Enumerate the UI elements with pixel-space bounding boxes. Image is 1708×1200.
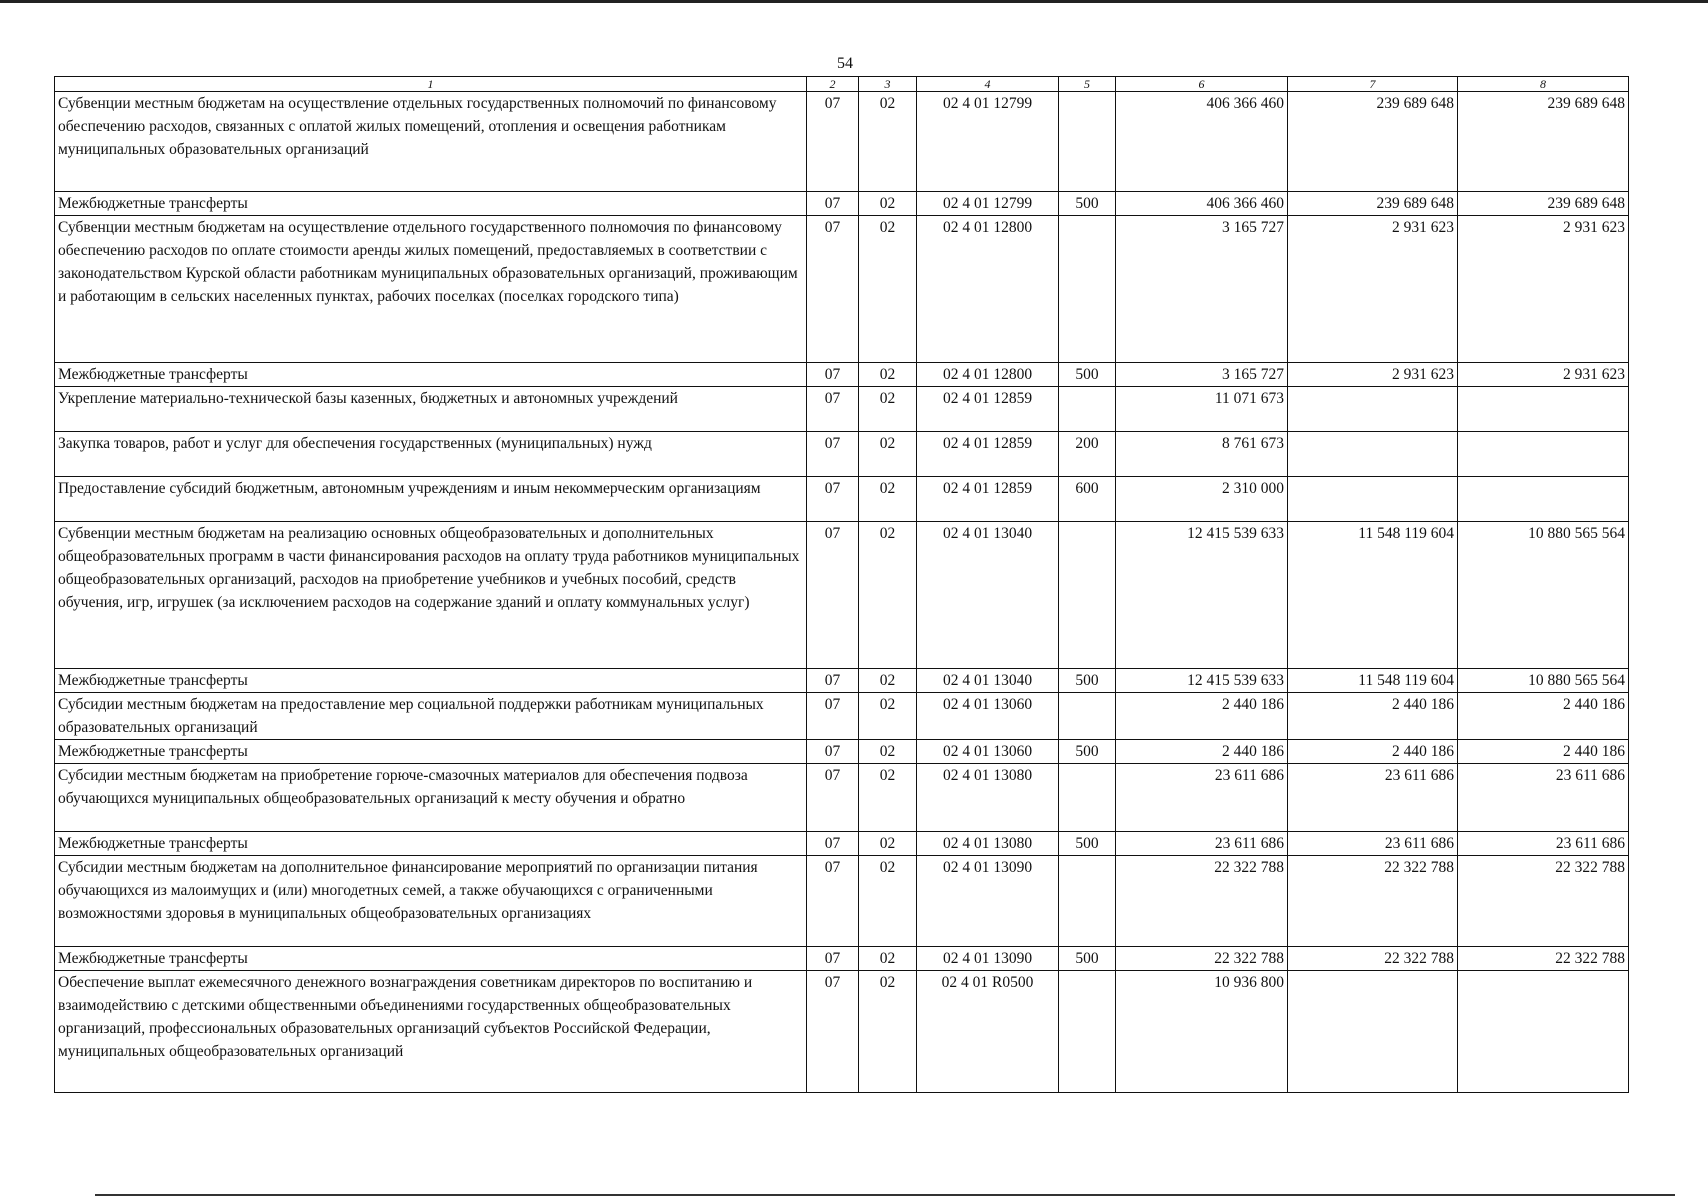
page-number: 54: [837, 55, 853, 72]
subsection-code-cell: 02: [859, 216, 917, 363]
amount-col7-cell: 23 611 686: [1288, 832, 1458, 856]
item-name-cell: Предоставление субсидий бюджетным, автономным учреждениям и иным некоммерческим организациям: [55, 477, 807, 522]
subsection-code-cell: 02: [859, 192, 917, 216]
amount-col7-cell: 239 689 648: [1288, 92, 1458, 192]
expense-type-cell: 500: [1059, 669, 1116, 693]
target-article-cell: 02 4 01 R0500: [917, 971, 1059, 1093]
section-code-cell: 07: [807, 522, 859, 669]
subsection-code-cell: 02: [859, 477, 917, 522]
table-row: [55, 669, 1629, 693]
expense-type-cell: [1059, 387, 1116, 432]
section-code-cell: 07: [807, 693, 859, 740]
amount-col7-cell: 22 322 788: [1288, 947, 1458, 971]
section-code-cell: 07: [807, 192, 859, 216]
amount-col8-cell: [1458, 432, 1629, 477]
amount-col8-cell: 239 689 648: [1458, 92, 1629, 192]
section-code-cell: 07: [807, 477, 859, 522]
section-code-cell: 07: [807, 387, 859, 432]
target-article-cell: 02 4 01 13040: [917, 669, 1059, 693]
amount-col6-cell: 11 071 673: [1116, 387, 1288, 432]
table-row: [55, 693, 1629, 740]
bottom-border-line: [95, 1194, 1675, 1196]
section-code-cell: 07: [807, 971, 859, 1093]
amount-col7-cell: [1288, 387, 1458, 432]
expense-type-cell: [1059, 971, 1116, 1093]
subsection-code-cell: 02: [859, 693, 917, 740]
subsection-code-cell: 02: [859, 856, 917, 947]
item-name-cell: Субвенции местным бюджетам на реализацию основных общеобразовательных и дополнительных общеобразовательных программ в части финансирования расходов на оплату труда работников муниципальных общеобразовательных организаций, расходов на приобретение учебников и учебных пособий, средств обучения, игр, игрушек (за исключением расходов на содержание зданий и оплату коммунальных услуг): [55, 522, 807, 669]
section-code-cell: 07: [807, 740, 859, 764]
amount-col6-cell: 2 440 186: [1116, 693, 1288, 740]
item-name-cell: Межбюджетные трансферты: [55, 740, 807, 764]
amount-col6-cell: 3 165 727: [1116, 216, 1288, 363]
target-article-cell: 02 4 01 12800: [917, 363, 1059, 387]
expense-type-cell: 600: [1059, 477, 1116, 522]
amount-col6-cell: 12 415 539 633: [1116, 669, 1288, 693]
item-name-cell: Закупка товаров, работ и услуг для обеспечения государственных (муниципальных) нужд: [55, 432, 807, 477]
amount-col6-cell: 3 165 727: [1116, 363, 1288, 387]
amount-col8-cell: 2 440 186: [1458, 693, 1629, 740]
expense-type-cell: 500: [1059, 947, 1116, 971]
expense-type-cell: 500: [1059, 192, 1116, 216]
amount-col6-cell: 8 761 673: [1116, 432, 1288, 477]
expense-type-cell: [1059, 693, 1116, 740]
expense-type-cell: [1059, 856, 1116, 947]
table-row: [55, 971, 1629, 1093]
top-border-line: [0, 0, 1708, 3]
item-name-cell: Межбюджетные трансферты: [55, 669, 807, 693]
expense-type-cell: [1059, 522, 1116, 669]
item-name-cell: Субвенции местным бюджетам на осуществление отдельного государственного полномочия по финансовому обеспечению расходов по оплате стоимости аренды жилых помещений, предоставляемых в соответствии с законодательством Курской области работникам муниципальных образовательных организаций, проживающим и работающим в сельских населенных пунктах, рабочих поселках (поселках городского типа): [55, 216, 807, 363]
column-header: 6: [1116, 77, 1288, 92]
amount-col7-cell: [1288, 477, 1458, 522]
subsection-code-cell: 02: [859, 740, 917, 764]
target-article-cell: 02 4 01 12859: [917, 432, 1059, 477]
subsection-code-cell: 02: [859, 947, 917, 971]
amount-col6-cell: 23 611 686: [1116, 764, 1288, 832]
item-name-cell: Межбюджетные трансферты: [55, 363, 807, 387]
table-row: [55, 363, 1629, 387]
column-header: 1: [55, 77, 807, 92]
target-article-cell: 02 4 01 13040: [917, 522, 1059, 669]
column-header: 4: [917, 77, 1059, 92]
item-name-cell: Межбюджетные трансферты: [55, 832, 807, 856]
table-row: [55, 432, 1629, 477]
subsection-code-cell: 02: [859, 432, 917, 477]
section-code-cell: 07: [807, 832, 859, 856]
table-row: [55, 192, 1629, 216]
amount-col7-cell: 2 931 623: [1288, 363, 1458, 387]
target-article-cell: 02 4 01 13090: [917, 856, 1059, 947]
budget-table: [54, 76, 1629, 1093]
subsection-code-cell: 02: [859, 669, 917, 693]
section-code-cell: 07: [807, 363, 859, 387]
subsection-code-cell: 02: [859, 522, 917, 669]
target-article-cell: 02 4 01 13080: [917, 764, 1059, 832]
section-code-cell: 07: [807, 669, 859, 693]
item-name-cell: Субсидии местным бюджетам на дополнительное финансирование мероприятий по организации питания обучающихся из малоимущих и (или) многодетных семей, а также обучающихся с ограниченными возможностями здоровья в муниципальных общеобразовательных организациях: [55, 856, 807, 947]
section-code-cell: 07: [807, 856, 859, 947]
expense-type-cell: [1059, 216, 1116, 363]
amount-col6-cell: 12 415 539 633: [1116, 522, 1288, 669]
amount-col6-cell: 406 366 460: [1116, 192, 1288, 216]
amount-col6-cell: 22 322 788: [1116, 856, 1288, 947]
amount-col7-cell: [1288, 432, 1458, 477]
amount-col6-cell: 406 366 460: [1116, 92, 1288, 192]
expense-type-cell: [1059, 764, 1116, 832]
amount-col8-cell: 2 931 623: [1458, 216, 1629, 363]
amount-col8-cell: [1458, 387, 1629, 432]
column-number-row: [55, 77, 1629, 92]
expense-type-cell: 500: [1059, 832, 1116, 856]
target-article-cell: 02 4 01 12859: [917, 387, 1059, 432]
subsection-code-cell: 02: [859, 387, 917, 432]
item-name-cell: Укрепление материально-технической базы казенных, бюджетных и автономных учреждений: [55, 387, 807, 432]
target-article-cell: 02 4 01 13060: [917, 693, 1059, 740]
amount-col8-cell: [1458, 477, 1629, 522]
amount-col6-cell: 2 440 186: [1116, 740, 1288, 764]
target-article-cell: 02 4 01 12859: [917, 477, 1059, 522]
amount-col8-cell: 22 322 788: [1458, 856, 1629, 947]
table-body: [55, 92, 1629, 1093]
amount-col7-cell: 239 689 648: [1288, 192, 1458, 216]
subsection-code-cell: 02: [859, 832, 917, 856]
target-article-cell: 02 4 01 12799: [917, 192, 1059, 216]
table-row: [55, 947, 1629, 971]
amount-col6-cell: 2 310 000: [1116, 477, 1288, 522]
target-article-cell: 02 4 01 13090: [917, 947, 1059, 971]
amount-col7-cell: 2 440 186: [1288, 693, 1458, 740]
column-header: 8: [1458, 77, 1629, 92]
table-row: [55, 856, 1629, 947]
item-name-cell: Межбюджетные трансферты: [55, 192, 807, 216]
column-header: 7: [1288, 77, 1458, 92]
section-code-cell: 07: [807, 764, 859, 832]
amount-col7-cell: 2 931 623: [1288, 216, 1458, 363]
amount-col7-cell: 2 440 186: [1288, 740, 1458, 764]
item-name-cell: Обеспечение выплат ежемесячного денежного вознаграждения советникам директоров по воспитанию и взаимодействию с детскими общественными объединениями государственных общеобразовательных организаций, профессиональных образовательных организаций субъектов Российской Федерации, муниципальных общеобразовательных организаций: [55, 971, 807, 1093]
amount-col6-cell: 10 936 800: [1116, 971, 1288, 1093]
subsection-code-cell: 02: [859, 92, 917, 192]
table-row: [55, 216, 1629, 363]
amount-col8-cell: 2 440 186: [1458, 740, 1629, 764]
amount-col7-cell: [1288, 971, 1458, 1093]
column-header: 3: [859, 77, 917, 92]
amount-col8-cell: 22 322 788: [1458, 947, 1629, 971]
target-article-cell: 02 4 01 12800: [917, 216, 1059, 363]
table-row: [55, 764, 1629, 832]
amount-col7-cell: 11 548 119 604: [1288, 669, 1458, 693]
target-article-cell: 02 4 01 13060: [917, 740, 1059, 764]
expense-type-cell: 500: [1059, 740, 1116, 764]
amount-col6-cell: 23 611 686: [1116, 832, 1288, 856]
subsection-code-cell: 02: [859, 971, 917, 1093]
target-article-cell: 02 4 01 13080: [917, 832, 1059, 856]
amount-col8-cell: 23 611 686: [1458, 764, 1629, 832]
amount-col8-cell: 23 611 686: [1458, 832, 1629, 856]
table-row: [55, 522, 1629, 669]
amount-col8-cell: 239 689 648: [1458, 192, 1629, 216]
expense-type-cell: 200: [1059, 432, 1116, 477]
target-article-cell: 02 4 01 12799: [917, 92, 1059, 192]
item-name-cell: Субсидии местным бюджетам на приобретение горюче-смазочных материалов для обеспечения подвоза обучающихся муниципальных общеобразовательных организаций к месту обучения и обратно: [55, 764, 807, 832]
section-code-cell: 07: [807, 216, 859, 363]
subsection-code-cell: 02: [859, 363, 917, 387]
section-code-cell: 07: [807, 947, 859, 971]
column-header: 2: [807, 77, 859, 92]
table-row: [55, 92, 1629, 192]
expense-type-cell: 500: [1059, 363, 1116, 387]
table-row: [55, 387, 1629, 432]
table-row: [55, 832, 1629, 856]
table-row: [55, 477, 1629, 522]
item-name-cell: Межбюджетные трансферты: [55, 947, 807, 971]
amount-col8-cell: 10 880 565 564: [1458, 522, 1629, 669]
amount-col8-cell: [1458, 971, 1629, 1093]
amount-col8-cell: 10 880 565 564: [1458, 669, 1629, 693]
section-code-cell: 07: [807, 432, 859, 477]
amount-col6-cell: 22 322 788: [1116, 947, 1288, 971]
subsection-code-cell: 02: [859, 764, 917, 832]
amount-col7-cell: 23 611 686: [1288, 764, 1458, 832]
section-code-cell: 07: [807, 92, 859, 192]
item-name-cell: Субвенции местным бюджетам на осуществление отдельных государственных полномочий по финансовому обеспечению расходов, связанных с оплатой жилых помещений, отопления и освещения работникам муниципальных образовательных организаций: [55, 92, 807, 192]
amount-col7-cell: 22 322 788: [1288, 856, 1458, 947]
item-name-cell: Субсидии местным бюджетам на предоставление мер социальной поддержки работникам муниципальных образовательных организаций: [55, 693, 807, 740]
amount-col8-cell: 2 931 623: [1458, 363, 1629, 387]
expense-type-cell: [1059, 92, 1116, 192]
column-header: 5: [1059, 77, 1116, 92]
table-row: [55, 740, 1629, 764]
amount-col7-cell: 11 548 119 604: [1288, 522, 1458, 669]
